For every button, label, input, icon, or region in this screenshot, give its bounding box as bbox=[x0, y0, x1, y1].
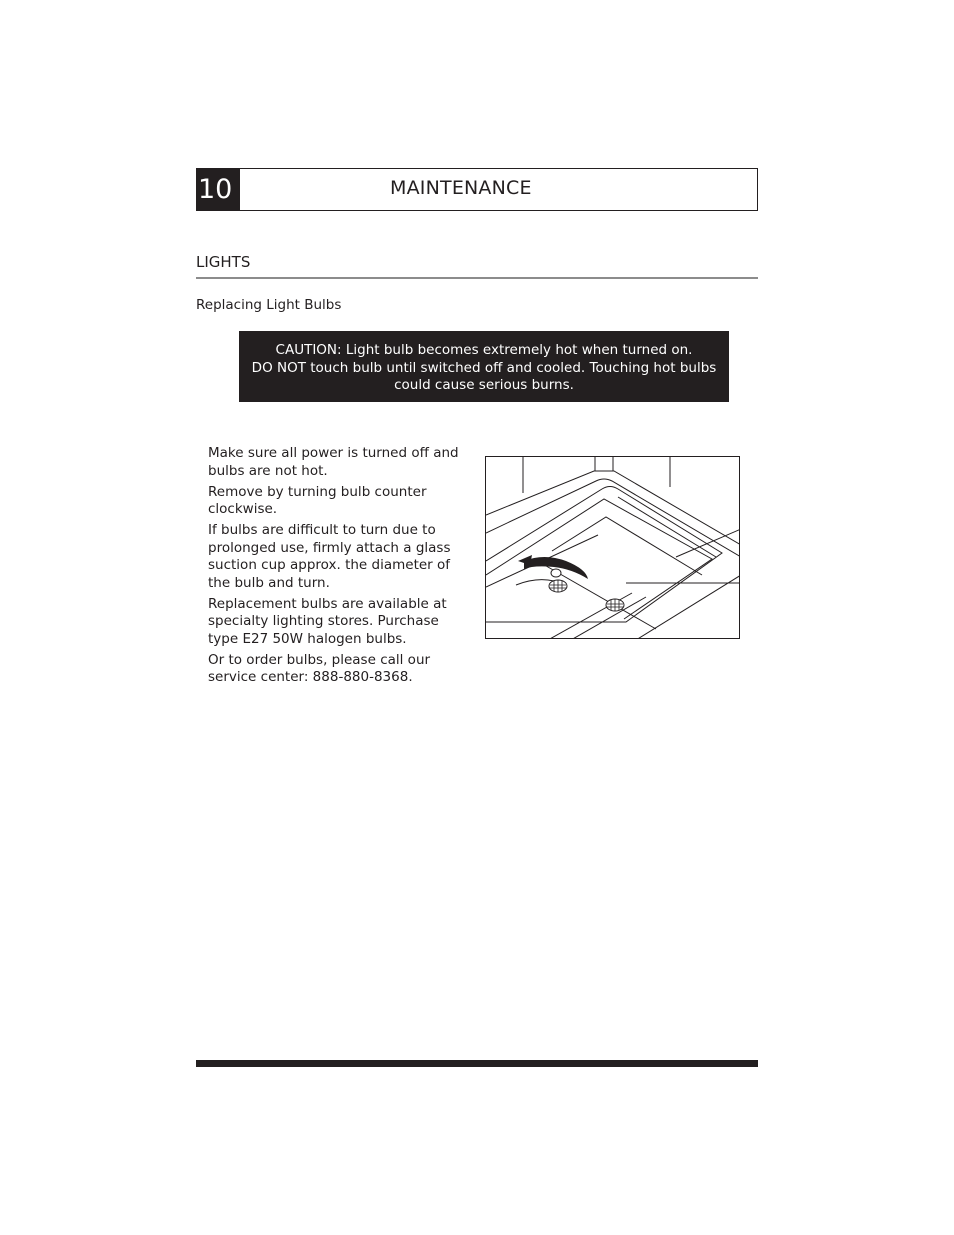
footer-rule bbox=[196, 1060, 758, 1067]
instruction-step: Remove by turning bulb counter clockwise. bbox=[208, 483, 427, 517]
instruction-step: Or to order bulbs, please call our service center: 888-880-8368. bbox=[208, 651, 431, 685]
instruction-step: Make sure all power is turned off and bulbs are not hot. bbox=[208, 445, 459, 479]
section-heading: LIGHTS bbox=[196, 253, 251, 271]
section-divider bbox=[196, 277, 758, 279]
instruction-step: If bulbs are difficult to turn due to prolonged use, firmly attach a glass suction cup approx. the diameter of the bulb and turn. bbox=[208, 522, 451, 591]
hood-underside-drawing bbox=[486, 457, 740, 639]
section-title: MAINTENANCE bbox=[390, 177, 532, 199]
bulb-replacement-illustration bbox=[485, 456, 740, 639]
caution-line-1: CAUTION: Light bulb becomes extremely hot when turned on. bbox=[275, 342, 693, 358]
caution-line-2: DO NOT touch bulb until switched off and cooled. Touching hot bulbs bbox=[251, 359, 717, 376]
page-number: 10 bbox=[197, 169, 240, 210]
instruction-step: Replacement bulbs are available at specialty lighting stores. Purchase type E27 50W halogen bulbs. bbox=[208, 595, 447, 647]
section-subtitle: Replacing Light Bulbs bbox=[196, 297, 342, 313]
instruction-list bbox=[208, 445, 473, 690]
light-bulb-icon bbox=[606, 599, 624, 611]
chapter-header bbox=[196, 168, 758, 211]
caution-line-3: could cause serious burns. bbox=[394, 377, 574, 393]
caution-box bbox=[239, 331, 729, 402]
